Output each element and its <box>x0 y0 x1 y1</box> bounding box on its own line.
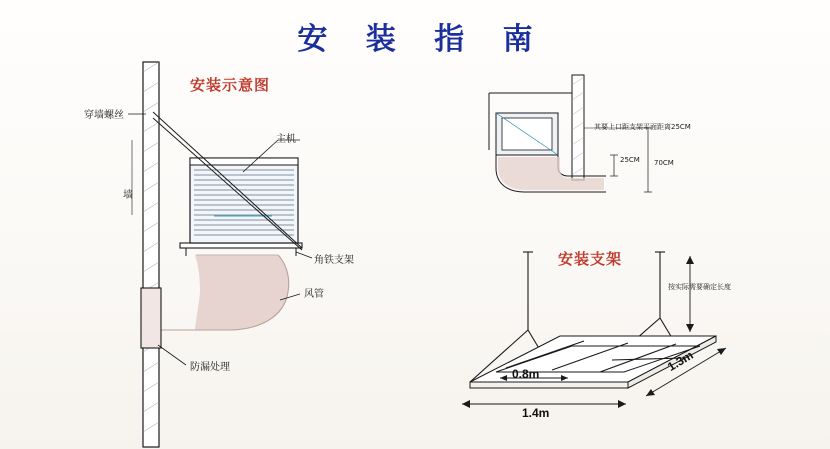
top-right-dim-25: 25CM <box>620 156 640 164</box>
leader-leak-proofing <box>158 345 186 365</box>
dim-length-arrow-bottom <box>686 324 694 332</box>
label-leak-proofing: 防漏处理 <box>190 362 230 373</box>
bracket-diagram-heading: 安装支架 <box>558 250 623 268</box>
dim-14-arrow-left <box>462 400 470 408</box>
bracket-front-rail <box>470 382 628 388</box>
dim-14-arrow-right <box>618 400 626 408</box>
wall-shape <box>143 62 159 447</box>
dim-length-arrow-top <box>686 256 694 264</box>
tr-duct-fill <box>498 157 604 190</box>
dim-label-inner-width: 0.8m <box>512 367 540 381</box>
label-wall: 墙 <box>123 190 133 201</box>
label-angle-bracket: 角铁支架 <box>314 255 354 266</box>
bracket-length-note: 按实际需要确定长度 <box>668 283 731 291</box>
label-wall-bolt: 穿墙螺丝 <box>84 110 124 121</box>
dim-13-arrow-bottom <box>646 389 655 396</box>
top-right-note: 其要上口距支架平面距离25CM <box>594 123 691 131</box>
label-duct: 风管 <box>304 289 324 300</box>
dim-label-outer-width: 1.4m <box>522 406 550 420</box>
leader-angle-bracket <box>296 252 312 258</box>
dim-13-arrow-top <box>717 348 726 355</box>
top-right-dim-70: 70CM <box>654 159 674 167</box>
dim-label-depth: 1.3m <box>665 347 696 375</box>
left-diagram-group <box>128 62 312 447</box>
bracket-diagram-group <box>462 252 726 408</box>
label-main-unit: 主机 <box>276 134 296 145</box>
page-title: 安 装 指 南 <box>297 22 547 57</box>
duct-shape <box>195 255 289 330</box>
left-diagram-heading: 安装示意图 <box>190 76 271 94</box>
leak-proofing-block <box>141 288 161 348</box>
angle-bracket-plate <box>180 243 302 248</box>
tr-wall <box>572 75 584 180</box>
main-unit-top <box>190 158 298 165</box>
top-right-diagram-group <box>489 75 652 192</box>
